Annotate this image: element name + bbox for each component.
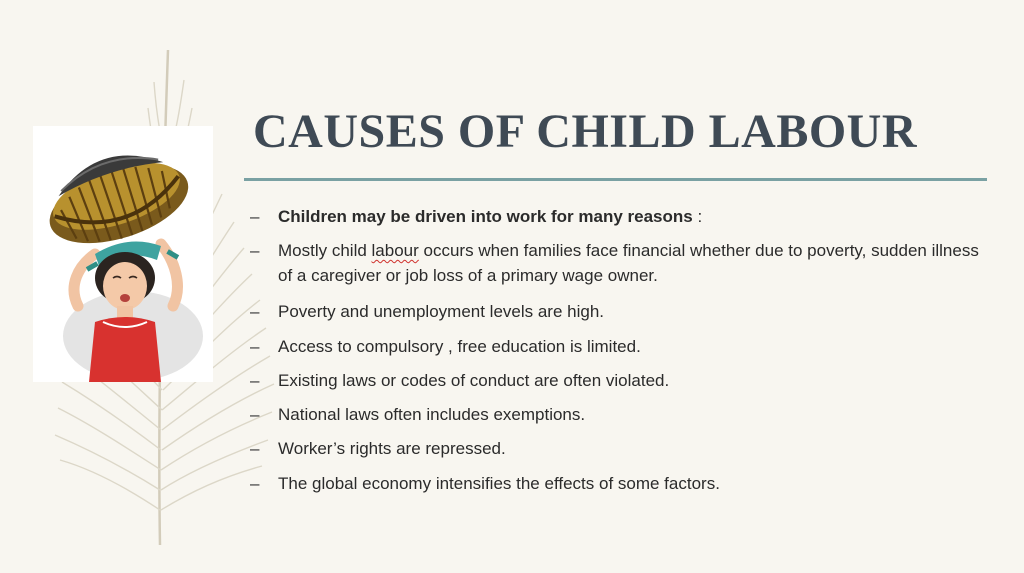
bullet-text-pre: Mostly child [278, 241, 372, 260]
bullet-text [278, 238, 980, 288]
bullet-text-post: occurs when families face financial whether due to poverty, sudden illness of a caregiver or job loss of a primary wage owner. [278, 241, 979, 285]
bullet-marker: – [250, 302, 260, 321]
bullet-item [250, 436, 980, 462]
bullet-text [278, 204, 702, 229]
slide-title: CAUSES OF CHILD LABOUR [253, 105, 917, 158]
bullet-marker: – [250, 474, 260, 493]
bullet-text-suffix: : [692, 207, 703, 226]
title-underline-divider [244, 178, 987, 181]
bullet-text: Worker’s rights are repressed. [278, 439, 506, 458]
bullet-text: Poverty and unemployment levels are high. [278, 302, 605, 321]
bullet-marker: – [250, 439, 260, 458]
bullet-bold-text: Children may be driven into work for many reasons [278, 207, 693, 226]
bullet-marker: – [250, 337, 260, 356]
bullet-text: National laws often includes exemptions. [278, 405, 586, 424]
bullet-marker: – [250, 405, 260, 424]
bullet-item [250, 334, 980, 360]
bullet-item [250, 402, 980, 428]
bullet-marker: – [250, 207, 260, 226]
bullet-item [250, 204, 980, 230]
bullet-item [250, 238, 980, 288]
bullet-marker: – [250, 241, 260, 260]
bullet-marker: – [250, 371, 260, 390]
bullet-text: Access to compulsory , free education is limited. [278, 337, 641, 356]
child-labour-illustration [33, 126, 213, 382]
bullet-text: Existing laws or codes of conduct are often violated. [278, 371, 670, 390]
bullet-item [250, 471, 980, 497]
bullet-item [250, 299, 980, 325]
bullet-text: The global economy intensifies the effects of some factors. [278, 474, 720, 493]
spellcheck-flagged-word: labour [371, 241, 419, 260]
bullet-item [250, 368, 980, 394]
